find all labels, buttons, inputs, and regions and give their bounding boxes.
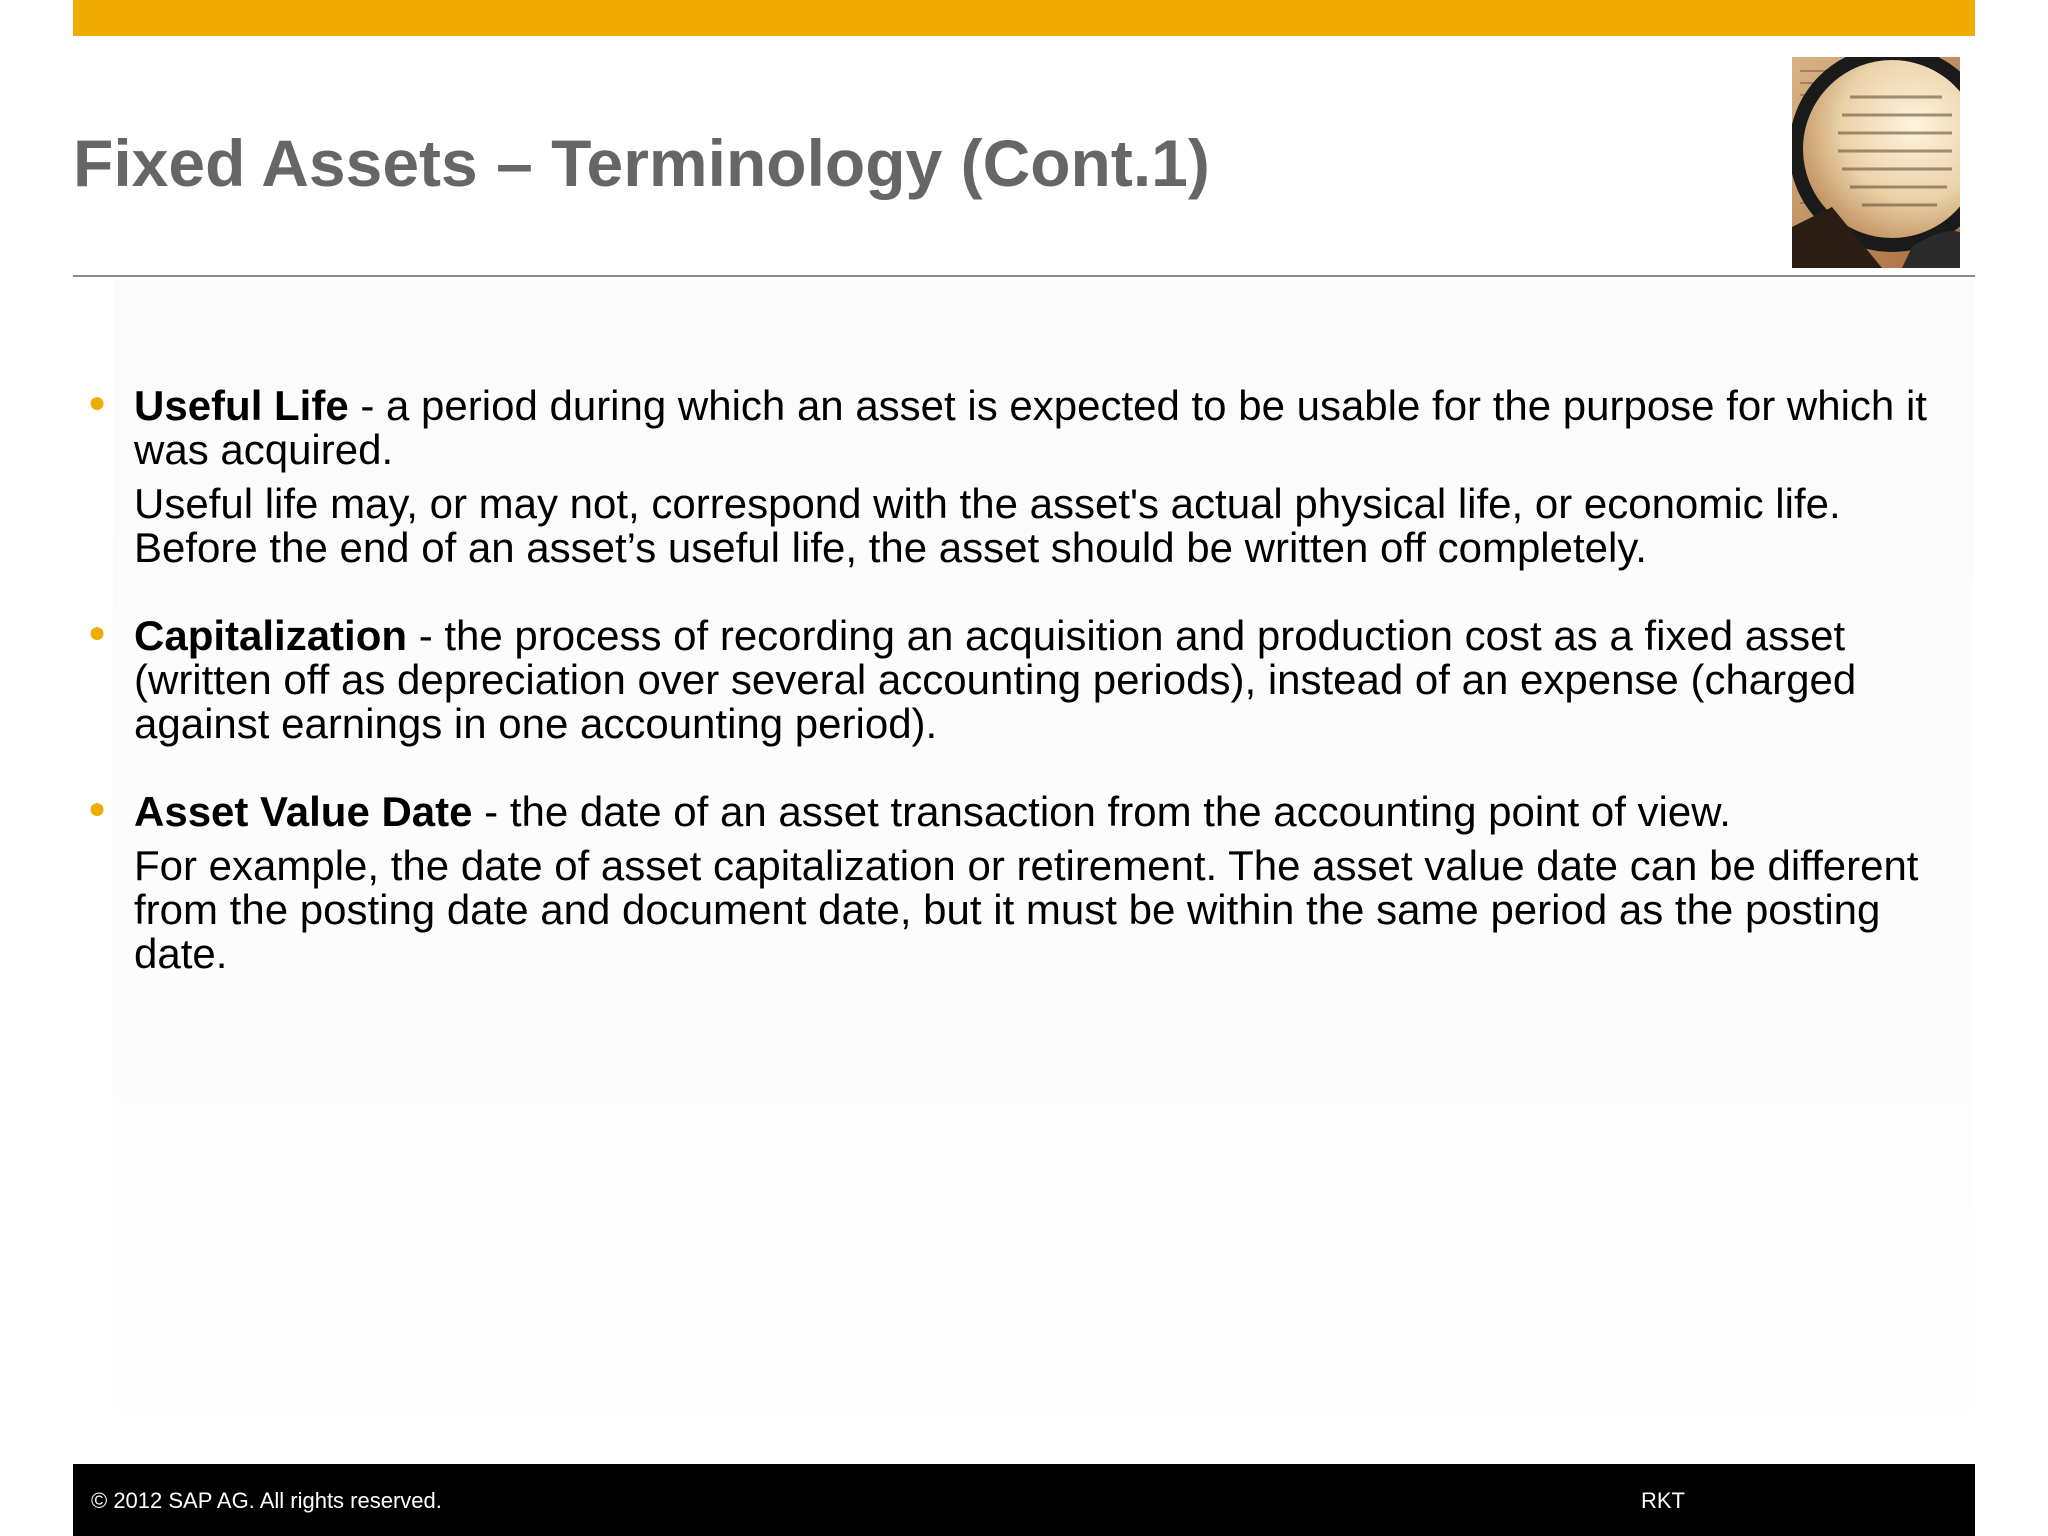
bullet-text: [134, 614, 1968, 746]
term-definition: - the process of recording an acquisition and production cost as a fixed asset (written off as depreciation over several accounting periods), instead of an expense (charged against earnings in one accounting period).: [134, 612, 1857, 747]
term-definition: - a period during which an asset is expected to be usable for the purpose for which it was acquired.: [134, 382, 1927, 473]
bullet-dot-icon: ●: [88, 616, 107, 649]
bullet-useful-life: [88, 384, 1968, 570]
bullet-dot-icon: ●: [88, 792, 107, 825]
title-divider: [73, 275, 1975, 277]
term-label: Asset Value Date: [134, 788, 473, 835]
bullet-capitalization: [88, 614, 1968, 746]
footer-code: RKT: [1641, 1488, 1685, 1513]
top-accent-bar: [73, 0, 1975, 36]
term-label: Capitalization: [134, 612, 408, 659]
footer-bar: [73, 1464, 1975, 1536]
term-definition: - the date of an asset transaction from the accounting point of view.: [472, 788, 1731, 835]
term-label: Useful Life: [134, 382, 349, 429]
bullet-extra-text: Useful life may, or may not, correspond with the asset's actual physical life, or economic life. Before the end of an asset’s useful life, the asset should be written off completely.: [134, 480, 1841, 571]
magnifier-photo-icon: [1792, 57, 1960, 268]
bullet-text: [134, 384, 1968, 472]
bullet-text: [134, 790, 1968, 834]
bullet-asset-value-date: [88, 790, 1968, 976]
slide-title: Fixed Assets – Terminology (Cont.1): [73, 126, 1210, 200]
copyright-text: © 2012 SAP AG. All rights reserved.: [91, 1488, 442, 1513]
bullet-extra-text: For example, the date of asset capitalization or retirement. The asset value date can be different from the posting date and document date, but it must be within the same period as the posting date.: [134, 842, 1919, 977]
bullet-list: [88, 384, 1968, 1020]
bullet-dot-icon: ●: [88, 386, 107, 419]
